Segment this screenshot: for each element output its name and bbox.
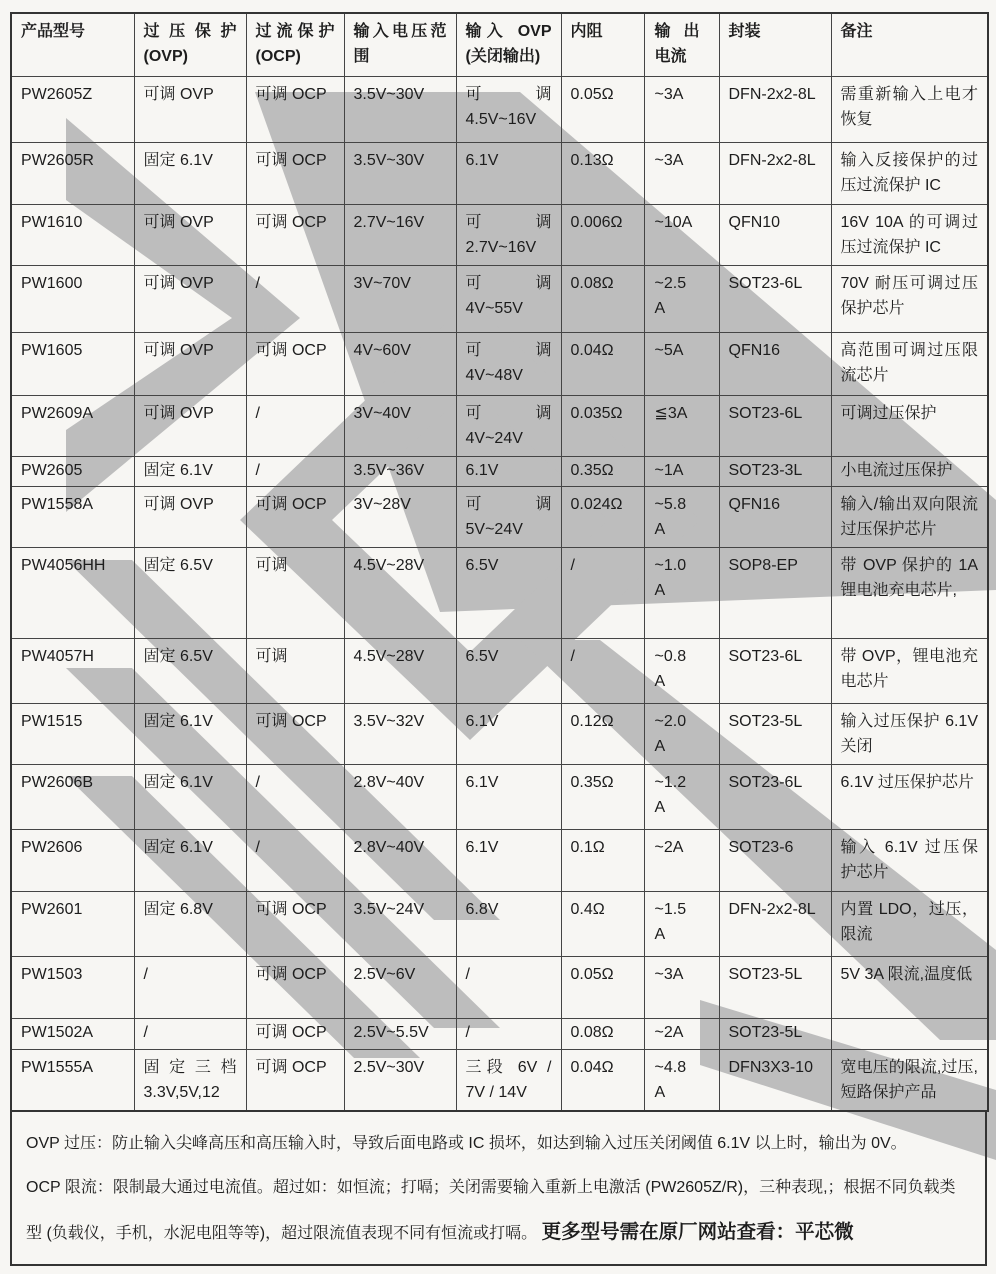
product-model-cell: PW1600 bbox=[11, 265, 134, 332]
table-row bbox=[11, 395, 988, 456]
table-body bbox=[11, 76, 988, 1111]
table-cell: SOT23-6L bbox=[719, 638, 831, 703]
table-cell: / bbox=[246, 764, 344, 829]
table-cell: 0.35Ω bbox=[561, 456, 644, 486]
table-cell: ≦3A bbox=[644, 395, 719, 456]
table-cell: / bbox=[561, 547, 644, 638]
table-cell: 可调过压保护 bbox=[831, 395, 988, 456]
product-model-cell: PW2601 bbox=[11, 891, 134, 956]
table-cell: SOP8-EP bbox=[719, 547, 831, 638]
table-cell: DFN-2x2-8L bbox=[719, 891, 831, 956]
table-cell: 固定 6.8V bbox=[134, 891, 246, 956]
product-model-cell: PW1502A bbox=[11, 1018, 134, 1049]
column-header: 输入 OVP (关闭输出) bbox=[456, 13, 561, 76]
table-cell: 固定 6.5V bbox=[134, 638, 246, 703]
table-cell: 0.04Ω bbox=[561, 332, 644, 395]
table-cell: 可调 OVP bbox=[134, 332, 246, 395]
table-cell: ~1.0 A bbox=[644, 547, 719, 638]
table-cell: 可 调 5V~24V bbox=[456, 486, 561, 547]
table-cell bbox=[831, 1018, 988, 1049]
product-model-cell: PW1503 bbox=[11, 956, 134, 1018]
table-cell: 0.05Ω bbox=[561, 76, 644, 142]
table-cell: 可 调 4V~48V bbox=[456, 332, 561, 395]
table-row bbox=[11, 829, 988, 891]
table-cell: 3V~40V bbox=[344, 395, 456, 456]
table-cell: 固定 6.1V bbox=[134, 703, 246, 764]
product-model-cell: PW2609A bbox=[11, 395, 134, 456]
table-cell: SOT23-6L bbox=[719, 395, 831, 456]
table-cell: 可调 OCP bbox=[246, 1049, 344, 1111]
table-cell: ~5.8 A bbox=[644, 486, 719, 547]
table-row bbox=[11, 265, 988, 332]
table-cell: ~2.5 A bbox=[644, 265, 719, 332]
table-cell: 宽电压的限流,过压,短路保护产品 bbox=[831, 1049, 988, 1111]
table-cell: 2.7V~16V bbox=[344, 204, 456, 265]
product-model-cell: PW2606 bbox=[11, 829, 134, 891]
table-cell: SOT23-3L bbox=[719, 456, 831, 486]
table-cell: 6.5V bbox=[456, 547, 561, 638]
table-cell: 输入反接保护的过压过流保护 IC bbox=[831, 142, 988, 204]
table-cell: 高范围可调过压限流芯片 bbox=[831, 332, 988, 395]
table-cell: DFN3X3-10 bbox=[719, 1049, 831, 1111]
table-cell: 4.5V~28V bbox=[344, 547, 456, 638]
table-cell: / bbox=[561, 638, 644, 703]
table-cell: 0.1Ω bbox=[561, 829, 644, 891]
table-cell: 可 调 4.5V~16V bbox=[456, 76, 561, 142]
table-row bbox=[11, 332, 988, 395]
table-cell: QFN16 bbox=[719, 332, 831, 395]
table-cell: 可调 OVP bbox=[134, 76, 246, 142]
product-model-cell: PW4056HH bbox=[11, 547, 134, 638]
table-cell: / bbox=[246, 829, 344, 891]
table-cell: ~3A bbox=[644, 956, 719, 1018]
table-cell: 可调 OCP bbox=[246, 204, 344, 265]
table-row bbox=[11, 142, 988, 204]
table-cell: QFN10 bbox=[719, 204, 831, 265]
column-header: 封装 bbox=[719, 13, 831, 76]
product-model-cell: PW1515 bbox=[11, 703, 134, 764]
product-model-cell: PW2605R bbox=[11, 142, 134, 204]
ovp-note-text: OVP 过压：防止输入尖峰高压和高压输入时，导致后面电路或 IC 损坏，如达到输入过压关闭阈值 6.1V 以上时，输出为 0V。 bbox=[26, 1134, 907, 1152]
table-cell: 可 调 2.7V~16V bbox=[456, 204, 561, 265]
table-cell: ~3A bbox=[644, 76, 719, 142]
column-header: 输出 电流 bbox=[644, 13, 719, 76]
table-row bbox=[11, 1018, 988, 1049]
table-cell: 3.5V~32V bbox=[344, 703, 456, 764]
table-cell: 6.1V bbox=[456, 456, 561, 486]
table-cell: 固定 6.5V bbox=[134, 547, 246, 638]
table-cell: 3.5V~36V bbox=[344, 456, 456, 486]
table-cell: 可调 bbox=[246, 638, 344, 703]
table-header bbox=[11, 13, 988, 76]
table-cell: 0.035Ω bbox=[561, 395, 644, 456]
product-model-cell: PW4057H bbox=[11, 638, 134, 703]
table-cell: 可调 OVP bbox=[134, 486, 246, 547]
table-cell: 0.4Ω bbox=[561, 891, 644, 956]
table-cell: 6.1V bbox=[456, 829, 561, 891]
table-row bbox=[11, 703, 988, 764]
table-cell: 6.1V 过压保护芯片 bbox=[831, 764, 988, 829]
column-header: 内阻 bbox=[561, 13, 644, 76]
table-cell: 输入过压保护 6.1V 关闭 bbox=[831, 703, 988, 764]
table-cell: 固定 6.1V bbox=[134, 456, 246, 486]
table-cell: 0.04Ω bbox=[561, 1049, 644, 1111]
table-row bbox=[11, 456, 988, 486]
table-cell: 可调 OCP bbox=[246, 486, 344, 547]
table-cell: 固定 6.1V bbox=[134, 829, 246, 891]
table-cell: / bbox=[134, 956, 246, 1018]
table-cell: DFN-2x2-8L bbox=[719, 142, 831, 204]
table-cell: ~4.8 A bbox=[644, 1049, 719, 1111]
table-cell: 输入 6.1V 过压保护芯片 bbox=[831, 829, 988, 891]
table-cell: 2.5V~5.5V bbox=[344, 1018, 456, 1049]
table-cell: / bbox=[246, 395, 344, 456]
product-model-cell: PW2605 bbox=[11, 456, 134, 486]
spec-sheet bbox=[10, 12, 987, 1266]
table-cell: 5V 3A 限流,温度低 bbox=[831, 956, 988, 1018]
column-header: 产品型号 bbox=[11, 13, 134, 76]
table-cell: 6.8V bbox=[456, 891, 561, 956]
table-cell: 3V~28V bbox=[344, 486, 456, 547]
table-cell: / bbox=[134, 1018, 246, 1049]
table-cell: 3.5V~24V bbox=[344, 891, 456, 956]
table-cell: ~5A bbox=[644, 332, 719, 395]
header-row bbox=[11, 13, 988, 76]
product-model-cell: PW1605 bbox=[11, 332, 134, 395]
table-cell: 可调 OVP bbox=[134, 204, 246, 265]
table-cell: 6.1V bbox=[456, 142, 561, 204]
table-cell: 6.1V bbox=[456, 764, 561, 829]
table-cell: SOT23-6 bbox=[719, 829, 831, 891]
product-model-cell: PW2606B bbox=[11, 764, 134, 829]
more-models-note: 更多型号需在原厂网站查看：平芯微 bbox=[541, 1220, 854, 1243]
table-cell: 带 OVP，锂电池充电芯片 bbox=[831, 638, 988, 703]
table-cell: 0.12Ω bbox=[561, 703, 644, 764]
table-cell: ~1.2 A bbox=[644, 764, 719, 829]
table-row bbox=[11, 956, 988, 1018]
table-cell: 16V 10A 的可调过压过流保护 IC bbox=[831, 204, 988, 265]
table-cell: 可调 OCP bbox=[246, 142, 344, 204]
table-cell: 6.5V bbox=[456, 638, 561, 703]
table-cell: 可调 OCP bbox=[246, 1018, 344, 1049]
table-row bbox=[11, 486, 988, 547]
table-cell: 可调 OCP bbox=[246, 703, 344, 764]
table-cell: ~2.0 A bbox=[644, 703, 719, 764]
ocp-note-text: OCP 限流：限制最大通过电流值。超过如：如恒流；打嗝；关闭需要输入重新上电激活 (PW2605Z/R)，三种表现,；根据不同负载类型 (负载仪，手机，水泥电阻等等)，超过限流值表现不同有恒流或打嗝。 bbox=[26, 1178, 956, 1242]
table-cell: 0.35Ω bbox=[561, 764, 644, 829]
table-cell: ~3A bbox=[644, 142, 719, 204]
table-cell: / bbox=[246, 265, 344, 332]
table-cell: SOT23-5L bbox=[719, 1018, 831, 1049]
table-cell: 0.05Ω bbox=[561, 956, 644, 1018]
table-cell: 70V 耐压可调过压保护芯片 bbox=[831, 265, 988, 332]
table-cell: 可调 bbox=[246, 547, 344, 638]
table-cell: 三段 6V / 7V / 14V bbox=[456, 1049, 561, 1111]
column-header: 输入电压范围 bbox=[344, 13, 456, 76]
ovp-note bbox=[26, 1122, 971, 1166]
table-cell: 2.5V~30V bbox=[344, 1049, 456, 1111]
table-cell: 6.1V bbox=[456, 703, 561, 764]
table-cell: QFN16 bbox=[719, 486, 831, 547]
table-cell: SOT23-6L bbox=[719, 764, 831, 829]
table-cell: ~2A bbox=[644, 829, 719, 891]
table-cell: SOT23-5L bbox=[719, 703, 831, 764]
table-cell: ~10A bbox=[644, 204, 719, 265]
product-model-cell: PW1610 bbox=[11, 204, 134, 265]
table-cell: 0.08Ω bbox=[561, 1018, 644, 1049]
table-cell: 内置 LDO，过压，限流 bbox=[831, 891, 988, 956]
product-model-cell: PW1555A bbox=[11, 1049, 134, 1111]
table-row bbox=[11, 547, 988, 638]
table-cell: / bbox=[456, 956, 561, 1018]
table-cell: 3.5V~30V bbox=[344, 76, 456, 142]
table-row bbox=[11, 891, 988, 956]
table-cell: SOT23-5L bbox=[719, 956, 831, 1018]
table-cell: 可调 OCP bbox=[246, 891, 344, 956]
table-cell: 4V~60V bbox=[344, 332, 456, 395]
table-cell: 0.006Ω bbox=[561, 204, 644, 265]
table-row bbox=[11, 76, 988, 142]
table-cell: 2.8V~40V bbox=[344, 764, 456, 829]
ocp-note bbox=[26, 1166, 971, 1256]
table-cell: 可 调 4V~24V bbox=[456, 395, 561, 456]
table-cell: 带 OVP 保护的 1A 锂电池充电芯片, bbox=[831, 547, 988, 638]
table-cell: 0.13Ω bbox=[561, 142, 644, 204]
table-cell: 2.5V~6V bbox=[344, 956, 456, 1018]
table-cell: DFN-2x2-8L bbox=[719, 76, 831, 142]
table-cell: ~1A bbox=[644, 456, 719, 486]
table-cell: 3.5V~30V bbox=[344, 142, 456, 204]
table-cell: 可调 OCP bbox=[246, 332, 344, 395]
table-cell: 小电流过压保护 bbox=[831, 456, 988, 486]
column-header: 过压保护 (OVP) bbox=[134, 13, 246, 76]
table-cell: 3V~70V bbox=[344, 265, 456, 332]
table-row bbox=[11, 764, 988, 829]
table-cell: 4.5V~28V bbox=[344, 638, 456, 703]
table-cell: 可调 OCP bbox=[246, 76, 344, 142]
table-cell: 0.024Ω bbox=[561, 486, 644, 547]
table-row bbox=[11, 204, 988, 265]
table-cell: 可调 OVP bbox=[134, 265, 246, 332]
spec-table bbox=[10, 12, 989, 1112]
table-cell: 可 调 4V~55V bbox=[456, 265, 561, 332]
table-cell: 可调 OCP bbox=[246, 956, 344, 1018]
table-cell: SOT23-6L bbox=[719, 265, 831, 332]
table-row bbox=[11, 1049, 988, 1111]
table-row bbox=[11, 638, 988, 703]
table-cell: 0.08Ω bbox=[561, 265, 644, 332]
table-cell: 可调 OVP bbox=[134, 395, 246, 456]
table-cell: / bbox=[456, 1018, 561, 1049]
column-header: 过流保护 (OCP) bbox=[246, 13, 344, 76]
table-cell: 固定 6.1V bbox=[134, 764, 246, 829]
table-cell: 输入/输出双向限流过压保护芯片 bbox=[831, 486, 988, 547]
product-model-cell: PW1558A bbox=[11, 486, 134, 547]
column-header: 备注 bbox=[831, 13, 988, 76]
footnotes-box bbox=[10, 1112, 987, 1266]
table-cell: ~1.5 A bbox=[644, 891, 719, 956]
table-cell: / bbox=[246, 456, 344, 486]
table-cell: 需重新输入上电才恢复 bbox=[831, 76, 988, 142]
table-cell: ~2A bbox=[644, 1018, 719, 1049]
table-cell: 2.8V~40V bbox=[344, 829, 456, 891]
table-cell: 固定 6.1V bbox=[134, 142, 246, 204]
product-model-cell: PW2605Z bbox=[11, 76, 134, 142]
table-cell: ~0.8 A bbox=[644, 638, 719, 703]
table-cell: 固定三档 3.3V,5V,12 bbox=[134, 1049, 246, 1111]
